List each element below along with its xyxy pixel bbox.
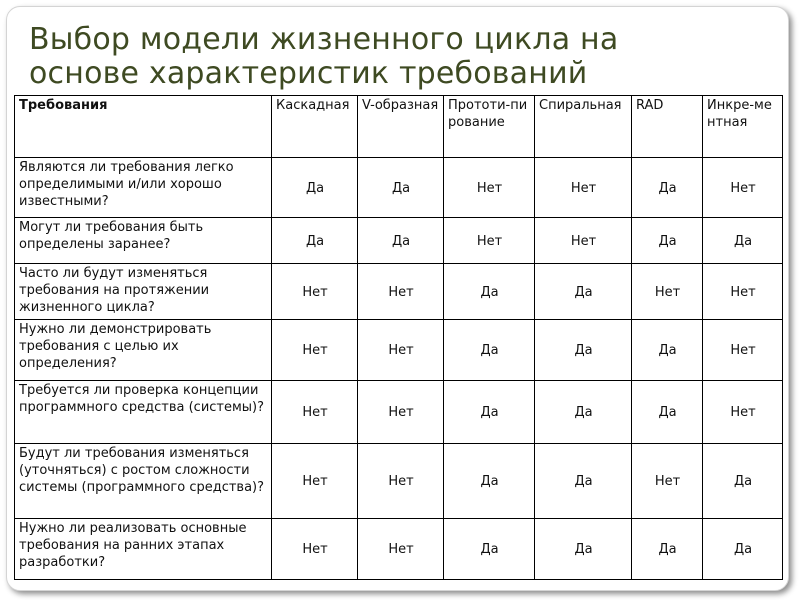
slide-title (29, 23, 769, 91)
answer-cell: Да (272, 158, 358, 218)
header-cell-model: Каскадная (272, 96, 358, 158)
answer-cell: Нет (358, 320, 444, 381)
answer-cell: Нет (272, 519, 358, 580)
question-cell: Часто ли будут изменяться требования на протяжении жизненного цикла? (15, 264, 272, 320)
table-row (15, 444, 783, 519)
question-cell: Требуется ли проверка концепции программного средства (системы)? (15, 381, 272, 444)
answer-cell: Нет (703, 320, 783, 381)
answer-cell: Да (444, 320, 535, 381)
answer-cell: Нет (272, 381, 358, 444)
requirements-table (14, 95, 783, 580)
answer-cell: Нет (444, 158, 535, 218)
answer-cell: Да (632, 158, 703, 218)
answer-cell: Нет (703, 264, 783, 320)
answer-cell: Нет (632, 264, 703, 320)
table-row (15, 264, 783, 320)
answer-cell: Да (632, 320, 703, 381)
answer-cell: Да (703, 218, 783, 264)
slide-title-line-2: основе характеристик требований (29, 56, 588, 91)
slide-title-line-1: Выбор модели жизненного цикла на (29, 22, 619, 57)
answer-cell: Нет (358, 519, 444, 580)
answer-cell: Нет (632, 444, 703, 519)
table-header-row (15, 96, 783, 158)
answer-cell: Да (535, 519, 632, 580)
answer-cell: Нет (444, 218, 535, 264)
answer-cell: Нет (703, 158, 783, 218)
answer-cell: Да (444, 444, 535, 519)
question-cell: Являются ли требования легко определимыми и/или хорошо известными? (15, 158, 272, 218)
answer-cell: Да (703, 519, 783, 580)
question-cell: Могут ли требования быть определены заранее? (15, 218, 272, 264)
header-cell-model: V-образная (358, 96, 444, 158)
answer-cell: Нет (272, 320, 358, 381)
table-row (15, 519, 783, 580)
answer-cell: Да (358, 158, 444, 218)
answer-cell: Нет (272, 264, 358, 320)
answer-cell: Да (632, 218, 703, 264)
answer-cell: Да (632, 519, 703, 580)
answer-cell: Да (703, 444, 783, 519)
table-row (15, 381, 783, 444)
question-cell: Будут ли требования изменяться (уточняться) с ростом сложности системы (программного средства)? (15, 444, 272, 519)
table-row (15, 218, 783, 264)
answer-cell: Да (535, 320, 632, 381)
answer-cell: Да (535, 444, 632, 519)
table-row (15, 158, 783, 218)
answer-cell: Да (535, 264, 632, 320)
table-row (15, 320, 783, 381)
header-cell-model: Спиральная (535, 96, 632, 158)
answer-cell: Нет (703, 381, 783, 444)
header-cell-model: Прототи-пирование (444, 96, 535, 158)
slide (6, 6, 789, 591)
answer-cell: Нет (358, 264, 444, 320)
header-cell-model: Инкре-ментная (703, 96, 783, 158)
question-cell: Нужно ли демонстрировать требования с целью их определения? (15, 320, 272, 381)
answer-cell: Да (358, 218, 444, 264)
answer-cell: Нет (358, 381, 444, 444)
question-cell: Нужно ли реализовать основные требования на ранних этапах разработки? (15, 519, 272, 580)
answer-cell: Да (272, 218, 358, 264)
answer-cell: Нет (272, 444, 358, 519)
answer-cell: Да (444, 381, 535, 444)
answer-cell: Нет (535, 218, 632, 264)
answer-cell: Нет (358, 444, 444, 519)
answer-cell: Да (444, 264, 535, 320)
answer-cell: Да (632, 381, 703, 444)
header-cell-model: RAD (632, 96, 703, 158)
answer-cell: Нет (535, 158, 632, 218)
answer-cell: Да (535, 381, 632, 444)
answer-cell: Да (444, 519, 535, 580)
header-cell-requirements: Требования (15, 96, 272, 158)
